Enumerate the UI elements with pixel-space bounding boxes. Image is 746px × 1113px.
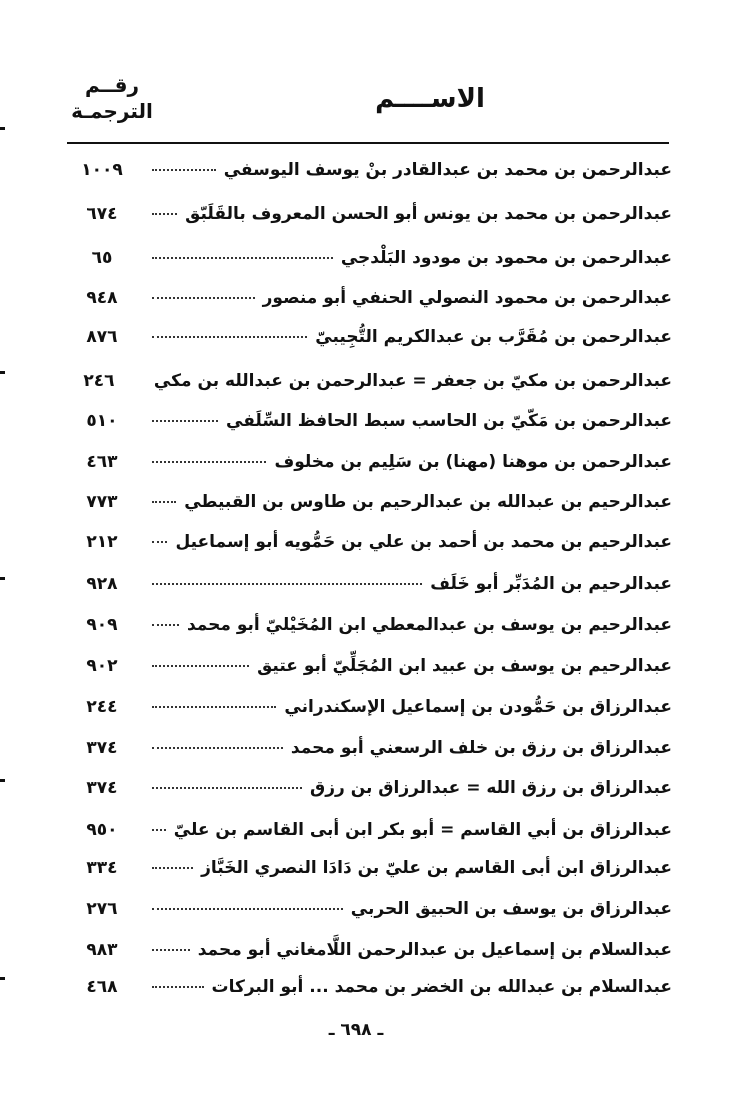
dot-leader — [152, 420, 218, 422]
index-entry — [60, 366, 672, 396]
margin-mark — [0, 577, 5, 580]
margin-mark — [0, 977, 5, 980]
dot-leader — [152, 213, 177, 215]
entry-number: ٩٥٠ — [86, 820, 118, 840]
entry-name: عبدالرحيم بن محمد بن أحمد بن علي بن حَمُّويه أبو إسماعيل — [175, 532, 672, 552]
dot-leader — [152, 986, 204, 988]
entry-number: ٢٤٦ — [83, 371, 115, 391]
entry-number: ٦٥ — [91, 248, 113, 268]
entry-name: عبدالرحيم بن يوسف بن عبيد ابن المُجَلِّيّ أبو عتيق — [257, 656, 672, 676]
dot-leader — [152, 787, 302, 789]
entry-number: ٣٧٤ — [86, 778, 118, 798]
dot-leader — [152, 829, 166, 831]
entry-name: عبدالرزاق بن حَمُّودن بن إسماعيل الإسكندراني — [284, 697, 672, 717]
index-entry — [60, 527, 672, 557]
dot-leader — [152, 624, 179, 626]
entry-number: ٤٦٨ — [86, 977, 118, 997]
page-number: ـ ٦٩٨ ـ — [328, 1020, 384, 1040]
entry-number: ٩٢٨ — [86, 574, 118, 594]
dot-leader — [152, 747, 283, 749]
entry-number: ٥١٠ — [86, 411, 118, 431]
entry-name: عبدالرزاق بن أبي القاسم = أبو بكر ابن أبى القاسم بن عليّ — [173, 820, 672, 840]
dot-leader — [152, 541, 167, 543]
entry-name: عبدالرحمن بن مكيّ بن جعفر = عبدالرحمن بن عبدالله بن مكي — [153, 371, 672, 391]
entry-name: عبدالرحمن بن مَكّيّ بن الحاسب سبط الحافظ السِّلَفي — [226, 411, 672, 431]
index-entry — [60, 199, 672, 229]
dot-leader — [152, 583, 422, 585]
dot-leader — [152, 461, 266, 463]
number-column-header-line2: الترجمـة — [71, 99, 153, 123]
dot-leader — [152, 297, 255, 299]
entry-number: ٩٤٨ — [86, 288, 118, 308]
entry-name: عبدالرزاق بن رزق الله = عبدالرزاق بن رزق — [310, 778, 672, 798]
entry-number: ٣٣٤ — [86, 858, 118, 878]
entry-name: عبدالرحمن بن محمد بن يونس أبو الحسن المعروف بالقَلَبّق — [185, 204, 672, 224]
margin-mark — [0, 371, 5, 374]
entry-name: عبدالرحمن بن محمود بن مودود البَلْدجي — [340, 248, 672, 268]
entry-name: عبدالرحيم بن المُدَبِّر أبو خَلَف — [430, 574, 672, 594]
index-entry — [60, 155, 672, 185]
index-entry — [60, 692, 672, 722]
number-column-header-line1: رقــم — [85, 73, 139, 97]
index-entry — [60, 406, 672, 436]
dot-leader — [152, 706, 276, 708]
entry-name: عبدالرزاق بن رزق بن خلف الرسعني أبو محمد — [290, 738, 672, 758]
margin-mark — [0, 779, 5, 782]
entry-name: عبدالرحمن بن محمود النصولي الحنفي أبو منصور — [262, 288, 672, 308]
index-entry — [60, 773, 672, 803]
index-entry — [60, 972, 672, 1002]
index-entry — [60, 322, 672, 352]
entry-number: ٩٨٣ — [86, 940, 118, 960]
index-entry — [60, 283, 672, 313]
dot-leader — [152, 257, 333, 259]
index-entry — [60, 853, 672, 883]
entry-number: ٢١٢ — [86, 532, 118, 552]
dot-leader — [152, 949, 190, 951]
index-entry — [60, 487, 672, 517]
entry-number: ٨٧٦ — [86, 327, 118, 347]
entry-name: عبدالرحمن بن مُقَرَّب بن عبدالكريم التُّجِيبيّ — [315, 327, 672, 347]
dot-leader — [152, 501, 176, 503]
index-entry — [60, 894, 672, 924]
entry-name: عبدالرزاق بن يوسف بن الحبيق الحربي — [350, 899, 672, 919]
entry-name: عبدالرزاق ابن أبى القاسم بن عليّ بن دَادَا النصري الخَبَّاز — [201, 858, 672, 878]
entry-number: ٢٤٤ — [86, 697, 118, 717]
entry-number: ٢٧٦ — [86, 899, 118, 919]
index-entry — [60, 733, 672, 763]
index-entry — [60, 243, 672, 273]
index-entry — [60, 610, 672, 640]
entry-name: عبدالسلام بن عبدالله بن الخضر بن محمد ... أبو البركات — [211, 977, 672, 997]
margin-mark — [0, 127, 5, 130]
index-entry — [60, 935, 672, 965]
entry-name: عبدالرحيم بن يوسف بن عبدالمعطي ابن المُخَيْليّ أبو محمد — [186, 615, 672, 635]
dot-leader — [152, 867, 193, 869]
entry-number: ٧٧٣ — [86, 492, 118, 512]
entry-number: ٤٦٣ — [86, 452, 118, 472]
entry-number: ٩٠٢ — [86, 656, 118, 676]
entry-number: ١٠٠٩ — [81, 160, 123, 180]
index-entry — [60, 651, 672, 681]
entry-number: ٣٧٤ — [86, 738, 118, 758]
entry-name: عبدالسلام بن إسماعيل بن عبدالرحمن اللَّامغاني أبو محمد — [197, 940, 672, 960]
entry-name: عبدالرحمن بن موهنا (مهنا) بن سَلِيم بن مخلوف — [274, 452, 672, 472]
dot-leader — [152, 336, 307, 338]
index-entry — [60, 815, 672, 845]
entry-name: عبدالرحمن بن محمد بن عبدالقادر بنْ يوسف اليوسفي — [223, 160, 672, 180]
dot-leader — [152, 665, 249, 667]
dot-leader — [152, 908, 343, 910]
entry-number: ٦٧٤ — [86, 204, 118, 224]
dot-leader — [152, 169, 216, 171]
entry-number: ٩٠٩ — [86, 615, 118, 635]
name-column-header: الاســــم — [375, 84, 485, 114]
index-entry — [60, 447, 672, 477]
entry-name: عبدالرحيم بن عبدالله بن عبدالرحيم بن طاوس بن القبيطي — [184, 492, 672, 512]
index-entry — [60, 569, 672, 599]
